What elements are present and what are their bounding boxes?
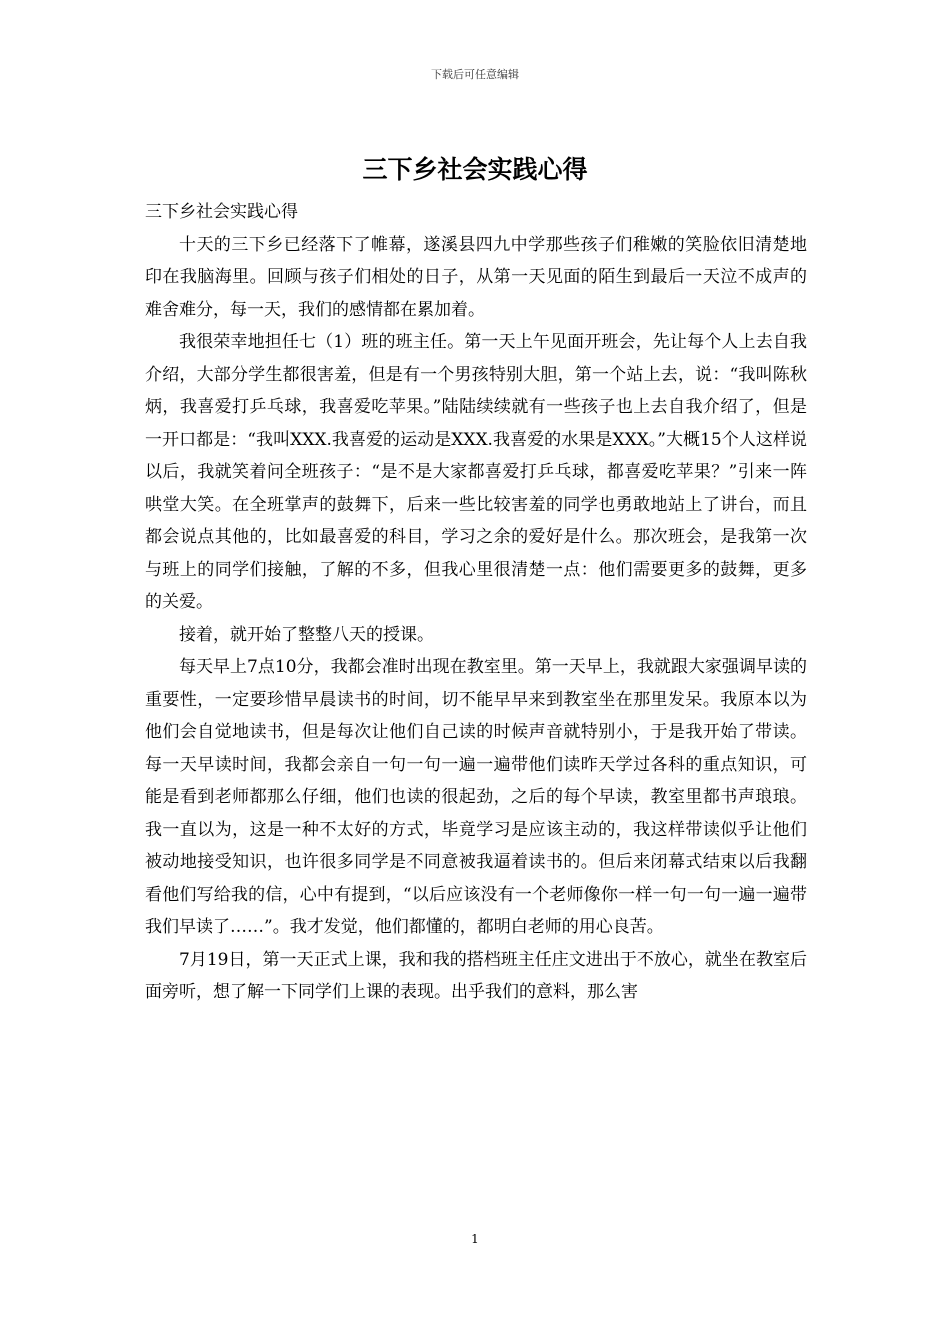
body-paragraph: 接着，就开始了整整八天的授课。 bbox=[179, 624, 434, 645]
body-paragraph: 每天早上7点10分，我都会准时出现在教室里。第一天早上，我就跟大家强调早读的重要性，一定要珍惜早晨读书的时间，切不能早早来到教室坐在那里发呆。我原本以为他们会自觉地读书，但是每次让他们自己读的时候声音就特别小，于是我开始了带读。每一天早读时间，我都会亲自一句一句一遍一遍带他们读昨天学过各科的重点知识，可能是看到老师都那么仔细，他们也读的很起劲，之后的每个早读，教室里都书声琅琅。我一直以为，这是一种不太好的方式，毕竟学习是应该主动的，我这样带读似乎让他们被动地接受知识，也许很多同学是不同意被我逼着读书的。但后来闭幕式结束以后我翻看他们写给我的信，心中有提到，“以后应该没有一个老师像你一样一句一句一遍一遍带我们早读了……”。我才发觉，他们都懂的，都明白老师的用心良苦。 bbox=[145, 657, 807, 937]
body-paragraph: 我很荣幸地担任七（1）班的班主任。第一天上午见面开班会，先让每个人上去自我介绍，大部分学生都很害羞，但是有一个男孩特别大胆，第一个站上去，说：“我叫陈秋炳，我喜爱打乒乓球，我喜爱吃苹果。”陆陆续续就有一些孩子也上去自我介绍了，但是一开口都是：“我叫XXX.我喜爱的运动是XXX.我喜爱的水果是XXX。”大概15个人这样说以后，我就笑着问全班孩子：“是不是大家都喜爱打乒乓球，都喜爱吃苹果？”引来一阵哄堂大笑。在全班掌声的鼓舞下，后来一些比较害羞的同学也勇敢地站上了讲台，而且都会说点其他的，比如最喜爱的科目，学习之余的爱好是什么。那次班会，是我第一次与班上的同学们接触，了解的不多，但我心里很清楚一点：他们需要更多的鼓舞，更多的关爱。 bbox=[145, 332, 807, 612]
document-body bbox=[145, 196, 807, 1009]
page-header-note: 下载后可任意编辑 bbox=[431, 68, 519, 81]
page-number: 1 bbox=[471, 1232, 479, 1246]
document-title: 三下乡社会实践心得 bbox=[362, 155, 588, 184]
body-paragraph: 7月19日，第一天正式上课，我和我的搭档班主任庄文进出于不放心，就坐在教室后面旁听，想了解一下同学们上课的表现。出乎我们的意料，那么害 bbox=[145, 949, 807, 1002]
body-paragraph: 三下乡社会实践心得 bbox=[145, 202, 298, 222]
body-paragraph: 十天的三下乡已经落下了帷幕，遂溪县四九中学那些孩子们稚嫩的笑脸依旧清楚地印在我脑海里。回顾与孩子们相处的日子，从第一天见面的陌生到最后一天泣不成声的难舍难分，每一天，我们的感情都在累加着。 bbox=[145, 234, 807, 320]
